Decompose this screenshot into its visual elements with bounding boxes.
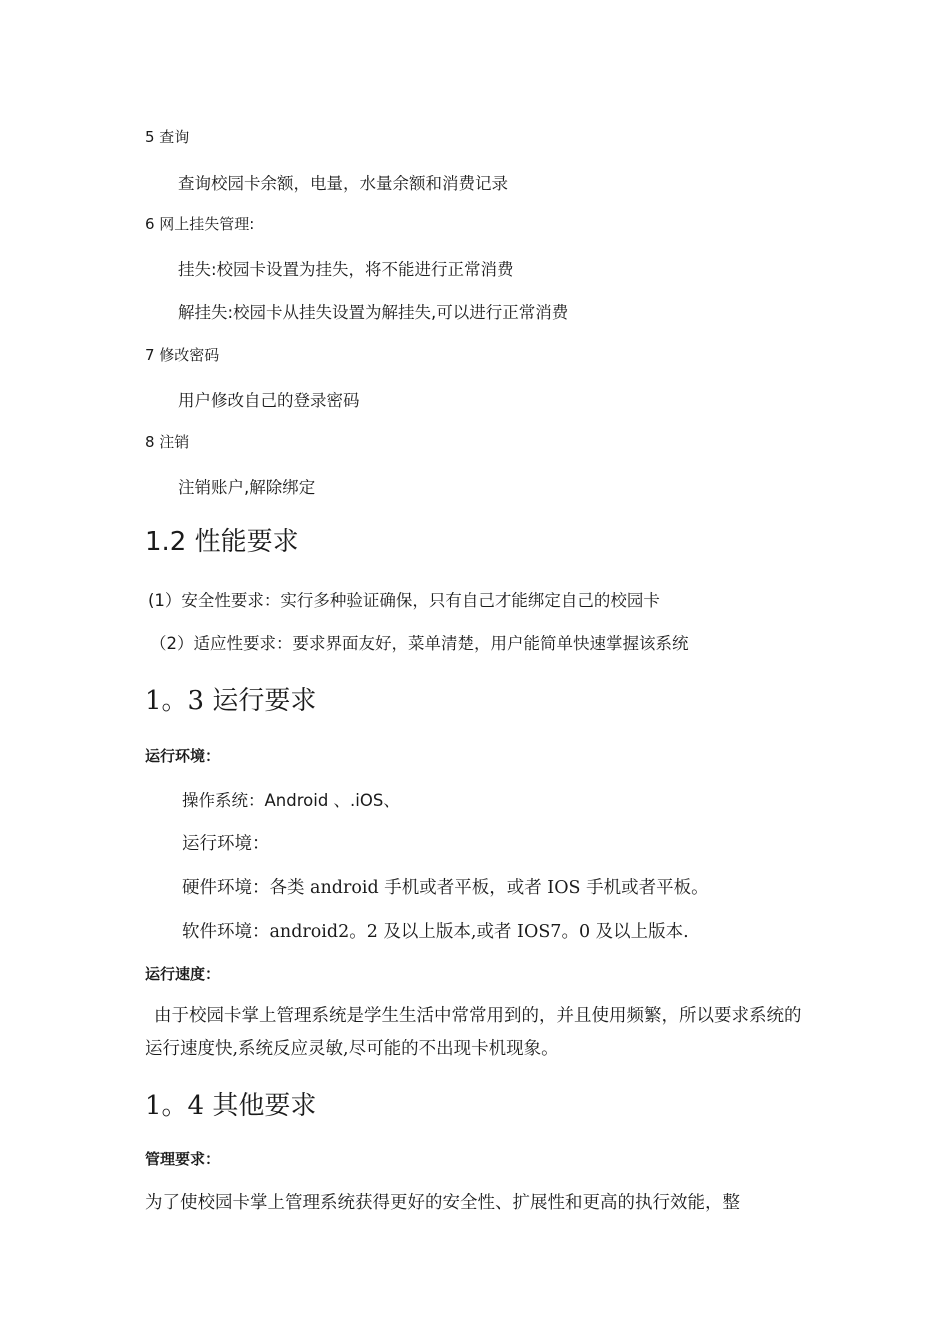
section8-title: 8 注销	[145, 433, 190, 451]
heading-performance: 1.2 性能要求	[145, 527, 299, 557]
runtime-os: 操作系统：Android 、.iOS、	[182, 791, 400, 810]
runtime-speed-desc: 由于校园卡掌上管理系统是学生生活中常常用到的，并且使用频繁，所以要求系统的运行速度快,系统反应灵敏,尽可能的不出现卡机现象。	[145, 1006, 802, 1059]
perf-item2: （2）适应性要求：要求界面友好，菜单清楚，用户能简单快速掌握该系统	[150, 634, 689, 653]
runtime-speed-label: 运行速度：	[145, 965, 221, 983]
section5-desc: 查询校园卡余额，电量，水量余额和消费记录	[178, 174, 508, 193]
section7-title: 7 修改密码	[145, 346, 220, 364]
mgmt-desc: 为了使校园卡掌上管理系统获得更好的安全性、扩展性和更高的执行效能，整	[145, 1193, 740, 1213]
heading-runtime: 1。3 运行要求	[145, 686, 317, 716]
section6-title: 6 网上挂失管理:	[145, 215, 255, 233]
perf-item1: (1）安全性要求：实行多种验证确保，只有自己才能绑定自己的校园卡	[148, 591, 660, 610]
runtime-run-env: 运行环境：	[182, 834, 270, 854]
mgmt-label: 管理要求：	[145, 1150, 221, 1168]
heading-other: 1。4 其他要求	[145, 1091, 317, 1121]
runtime-software: 软件环境：android2。2 及以上版本,或者 IOS7。0 及以上版本.	[182, 922, 689, 942]
section5-title: 5 查询	[145, 128, 190, 146]
section6-item2: 解挂失:校园卡从挂失设置为解挂失,可以进行正常消费	[178, 303, 569, 322]
runtime-hardware: 硬件环境：各类 android 手机或者平板，或者 IOS 手机或者平板。	[182, 878, 709, 898]
runtime-env-label: 运行环境：	[145, 747, 221, 765]
section8-desc: 注销账户,解除绑定	[178, 478, 316, 497]
section7-desc: 用户修改自己的登录密码	[178, 391, 360, 410]
section6-item1: 挂失:校园卡设置为挂失，将不能进行正常消费	[178, 260, 514, 279]
